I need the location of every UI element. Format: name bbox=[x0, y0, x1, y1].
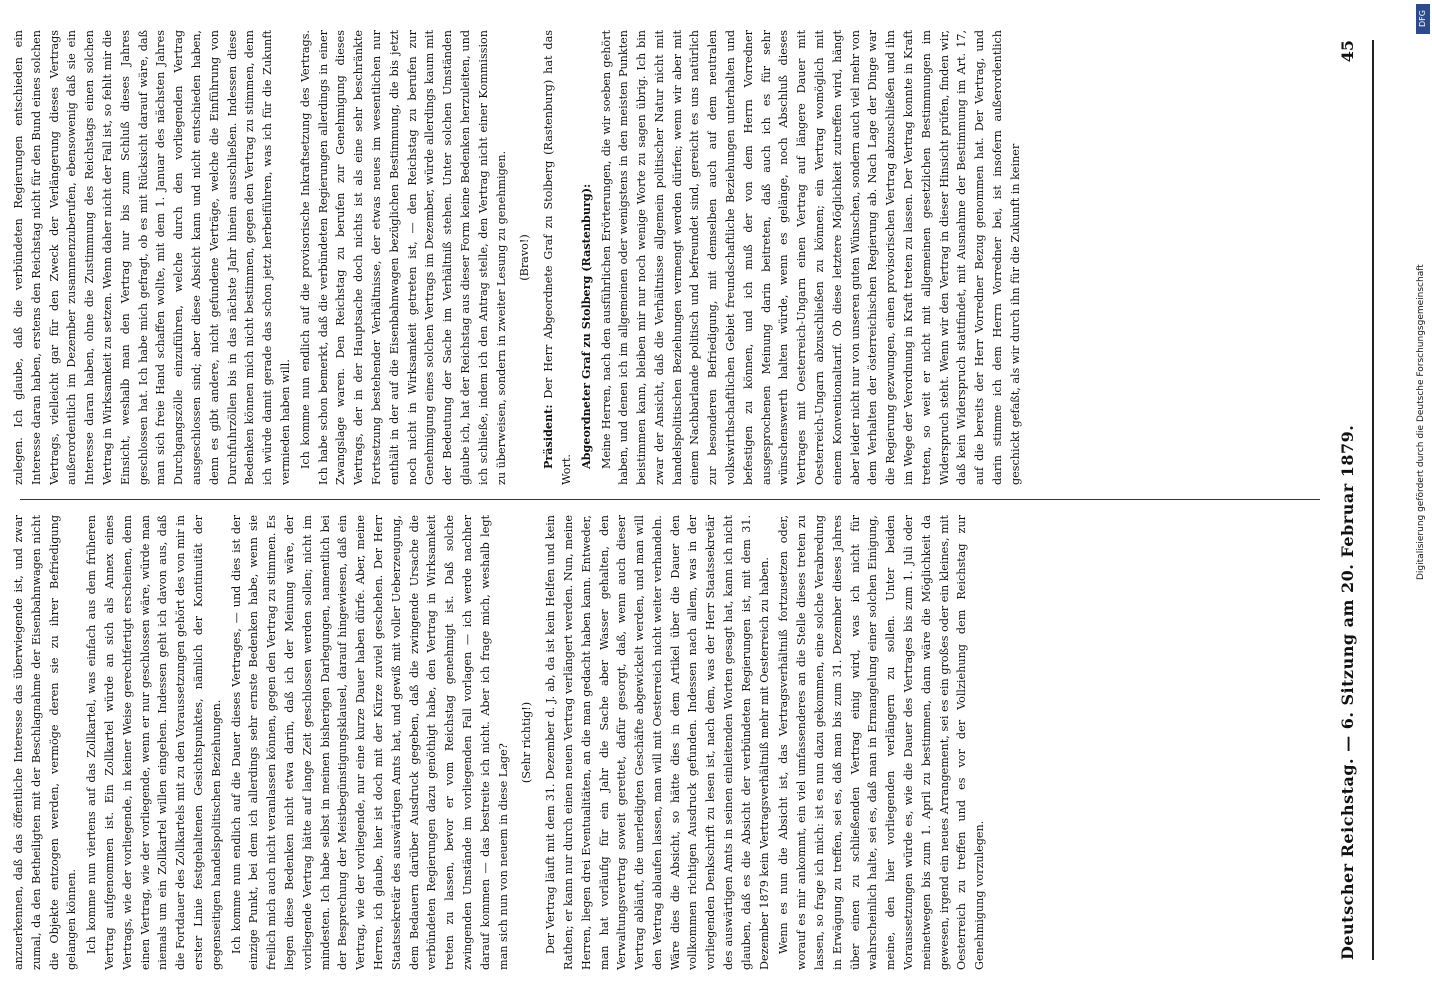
paragraph: Ich komme nun endlich auf die provisorische Inkraftsetzung des Vertrags. Ich habe schon bemerkt, daß die verbündeten Regierungen allerdings in einer Zwangslage waren. Den Reichstag zu berufen zur Genehmigung dieses Vertrags, der in der Hauptsache doch nichts ist als eine sehr beschränkte Fortsetzung bestehender Verhältnisse, der etwas neues im wesentlichen nur enthält in der auf die Eisenbahnwagen bezüglichen Bestimmung, die bis jetzt noch nicht in Wirksamkeit getreten ist, — den Reichstag zu berufen zur Genehmigung eines solchen Vertrags im Dezember, würde allerdings kaum mit der Bedeutung der Sache im Verhältniß stehen. Unter solchen Umständen glaube ich, hat der Reichstag aus dieser Form keine Bedenken herzuleiten, und ich schließe, indem ich den Antrag stelle, den Vertrag nicht einer Kommission zu überweisen, sondern in zweiter Lesung zu genehmigen. bbox=[298, 30, 508, 485]
paragraph: Ich komme nun endlich auf die Dauer dieses Vertrages, — und dies ist der einzige Punkt, bei dem ich allerdings sehr ernste Bedenken habe, wenn sie freilich mich auch nicht veranlassen können, gegen den Vertrag zu stimmen. Es liegen diese Bedenken nicht etwa darin, daß ich der Meinung wäre, der vorliegende Vertrag hätte auf lange Zeit geschlossen werden sollen; nicht im mindesten. Ich habe selbst in meinen bisherigen Darlegungen, namentlich bei der Besprechung der Meistbegünstigungsklausel, darauf hingewiesen, daß ein Vertrag, wie der vorliegende, nur eine kurze Dauer haben dürfe. Aber, meine Herren, ich glaube, hier ist doch mit der Kürze zuviel geschehen. Der Herr Staatssekretär des auswärtigen Amts hat, und gewiß mit voller Ueberzeugung, dem Bedauern darüber Ausdruck gegeben, daß die zwingende Ursache die verbündeten Regierungen dazu genöthigt habe, den Vertrag in Wirksamkeit treten zu lassen, bevor er vom Reichstag genehmigt ist. Daß solche zwingenden Umstände im vorliegenden Fall vorlagen — ich werde nachher darauf kommen — das bestreite ich nicht. Aber ich frage mich, weshalb legt man sich nun von neuem in diese Lage? bbox=[229, 515, 510, 970]
running-title: Deutscher Reichstag. — 6. Sitzung am 20. Februar 1879. bbox=[1338, 424, 1357, 960]
president-label: Präsident: bbox=[541, 404, 556, 469]
paragraph: Wenn es nun die Absicht ist, das Vertragsverhältniß fortzusetzen oder, worauf es mir ankommt, ein viel umfassenderes an die Stelle dieses treten zu lassen, so frage ich mich: ist es nun dazu gekommen, eine solche Verabredung in Erwägung zu treffen, sei es, daß man bis zum 31. Dezember dieses Jahres über einen zu schließenden Vertrag einig wird, was ich nicht für wahrscheinlich halte, sei es, daß man in Ermangelung einer solchen Einigung, meine, den hier vorliegenden verlängern zu sollen. Unter beiden Voraussetzungen würde es, wie die Dauer des Vertrages bis zum 1. Juli oder meinetwegen bis zum 1. April zu bestimmen, dann wäre die Möglichkeit da gewesen, irgend ein neues Arrangement, sei es ein großes oder ein kleines, mit Oesterreich zu treffen und es vor der Vollziehung dem Reichstag zur Genehmigung vorzulegen. bbox=[777, 515, 987, 970]
president-text: Der Herr Abgeordnete Graf zu Stolberg (Rastenburg) hat das Wort. bbox=[542, 29, 573, 485]
speaker-label: Abgeordneter Graf zu Stolberg (Rastenburg): bbox=[578, 183, 593, 469]
margin-credit bbox=[1414, 0, 1432, 1000]
paragraph: anzuerkennen, daß das öffentliche Interesse das überwiegende ist, und zwar zumal, da den Betheiligten mit der Beschlagnahme der Eisenbahnwagen nicht die Objekte entzogen werden, vermöge deren sie zu ihrer Befriedigung gelangen können. bbox=[12, 515, 79, 970]
left-column bbox=[10, 515, 1330, 970]
president-statement bbox=[540, 30, 576, 485]
paragraph: Ich komme nun viertens auf das Zollkartel, was einfach aus dem früheren Vertrag aufgenommen ist. Ein Zollkartel würde an sich als Annex eines Vertrags, wie der vorliegende, in keiner Weise gerechtfertigt erscheinen, denn einen Vertrag, wie der vorliegende, wenn er nur geschlossen wäre, würde man niemals um ein Zollkartel willen eingehen. Indessen geht ich davon aus, daß die Fortdauer des Zollkartels mit zu den Voraussetzungen gehört des von mir in erster Linie festgehaltenen Gesichtspunktes, nämlich der Kontinuität der gegenseitigen handelspolitischen Beziehungen. bbox=[85, 515, 223, 970]
paragraph: zulegen. Ich glaube, daß die verbündeten Regierungen entschieden ein Interesse daran haben, erstens den Reichstag nicht für den Bund eines solchen Vertrags, vielleicht gar für den Zweck der Verlängerung dieses Vertrags außerordentlich im Dezember zusammenzuberufen, ebensowenig daß sie ein Interesse daran haben, ohne die Zustimmung des Reichstags einen solchen Vertrag in Wirksamkeit zu setzen. Wenn daher nicht der Fall ist, so fehlt mir die Einsicht, weshalb man den Vertrag nur bis zum Schluß dieses Jahres geschlossen hat. Ich habe mich gefragt, ob es mit Rücksicht darauf wäre, daß man sich freie Hand schaffen wollte, mit dem 1. Januar des nächsten Jahres Durchgangszölle einzuführen, welche durch den vorliegenden Vertrag ausgeschlossen sind; aber diese Absicht kann und nicht entschieden haben, denn es gibt andere, nicht gefundene Verträge, welche die Einführung von Durchfuhrzöllen bis in das nächste Jahr hinein ausschließen. Indessen diese Bedenken können mich nicht bestimmen, gegen den Vertrag zu stimmen, denn ich würde damit gerade das schon jetzt herbeiführen, was ich für die Zukunft vermieden haben will. bbox=[12, 30, 292, 485]
paragraph: Der Vertrag läuft mit dem 31. Dezember d. J. ab, da ist kein Helfen und kein Rathen; er kann nur durch einen neuen Vertrag verlängert werden. Nun, meine Herren, liegen drei Eventualitäten, an die man gedacht haben kann. Entweder, man hat vorläufig für ein Jahr die Sache aber Wasser gehalten, den Verwaltungsvertrag soweit gerettet, dafür gesorgt, daß, wenn auch dieser Vertrag abläuft, die unerledigten Geschäfte abgewickelt werden, und man will den Vertrag ablaufen lassen, man will mit Oesterreich nicht weiter verhandeln. Wäre dies die Absicht, so hätte dies in dem Artikel über die Dauer den vollkommen richtigen Ausdruck gefunden. Indessen nach allem, was in der vorliegenden Denkschrift zu lesen ist, nach dem, was der Herr Staatssekretär des auswärtigen Amts in seinen einleitenden Worten gesagt hat, kann ich nicht glauben, daß es die Absicht der verbündeten Regierungen ist, mit dem 31. Dezember 1879 kein Vertragsverhältniß mehr mit Oesterreich zu haben. bbox=[544, 515, 771, 970]
column-divider bbox=[20, 499, 1320, 500]
applause-note: (Sehr richtig!) bbox=[520, 701, 534, 784]
paragraph: Meine Herren, nach den ausführlichen Erörterungen, die wir soeben gehört haben, und denen ich im allgemeinen oder wenigstens in den meisten Punkten beistimmen kann, bleiben mir nur noch wenige Worte zu sagen übrig. Ich bin zwar der Ansicht, daß die Verhältnisse allgemein politischer Natur nicht mit handelspolitischen Beziehungen vermengt werden dürfen; wenn wir aber mit einem Nachbarlande politisch und befreundet sind, gereicht es uns natürlich zur besonderen Befriedigung, mit demselben auch auf dem neutralen volkswirthschaftlichen Gebiet freundschaftliche Beziehungen unterhalten und befestigen zu können, und ich muß der von dem Herrn Vorredner ausgesprochenen Meinung darin beitreten, daß auch ich es für sehr wünschenswerth halten würde, wenn es gelänge, noch Abschluß dieses Vertrages mit Oesterreich-Ungarn einen Vertrag auf längere Dauer mit Oesterreich-Ungarn abzuschließen zu können; ein Vertrag womöglich mit einem Konventionaltarif. Ob diese letztere Möglichkeit zutreffen wird, hängt aber leider nicht nur von unseren guten Wünschen, sondern auch viel mehr von dem Verhalten der österreichischen Regierung ab. Nach Lage der Dinge war die Regierung gezwungen, einen provisorischen Vertrag abzuschließen und ihn im Wege der Verordnung in Kraft treten zu lassen. Der Vertrag konnte in Kraft treten, so weit er nicht mit allgemeinen gesetzlichen Bestimmungen im Widerspruch steht. Wenn wir den Vertrag in dieser Hinsicht prüfen, finden wir, daß kein Widerspruch stattfindet, mit Ausnahme der Bestimmung im Art. 17, auf die bereits der Herr Vorredner Bezug genommen hat. Der Vertrag, und darin stimme ich dem Herrn Vorredner bei, ist insofern außerordentlich geschickt gefaßt, als wir durch ihn für die Zukunft in keiner bbox=[599, 30, 1022, 485]
applause-note: (Bravo!) bbox=[518, 234, 532, 281]
right-column bbox=[10, 30, 1330, 485]
dfg-logo: DFG bbox=[1416, 4, 1430, 34]
header-rule bbox=[1372, 40, 1374, 960]
page-header bbox=[1330, 40, 1370, 960]
speaker-intro bbox=[578, 30, 596, 485]
page-number: 45 bbox=[1338, 40, 1357, 63]
funding-credit: Digitalisierung gefördert durch die Deutsche Forschungsgemeinschaft bbox=[1416, 264, 1426, 580]
